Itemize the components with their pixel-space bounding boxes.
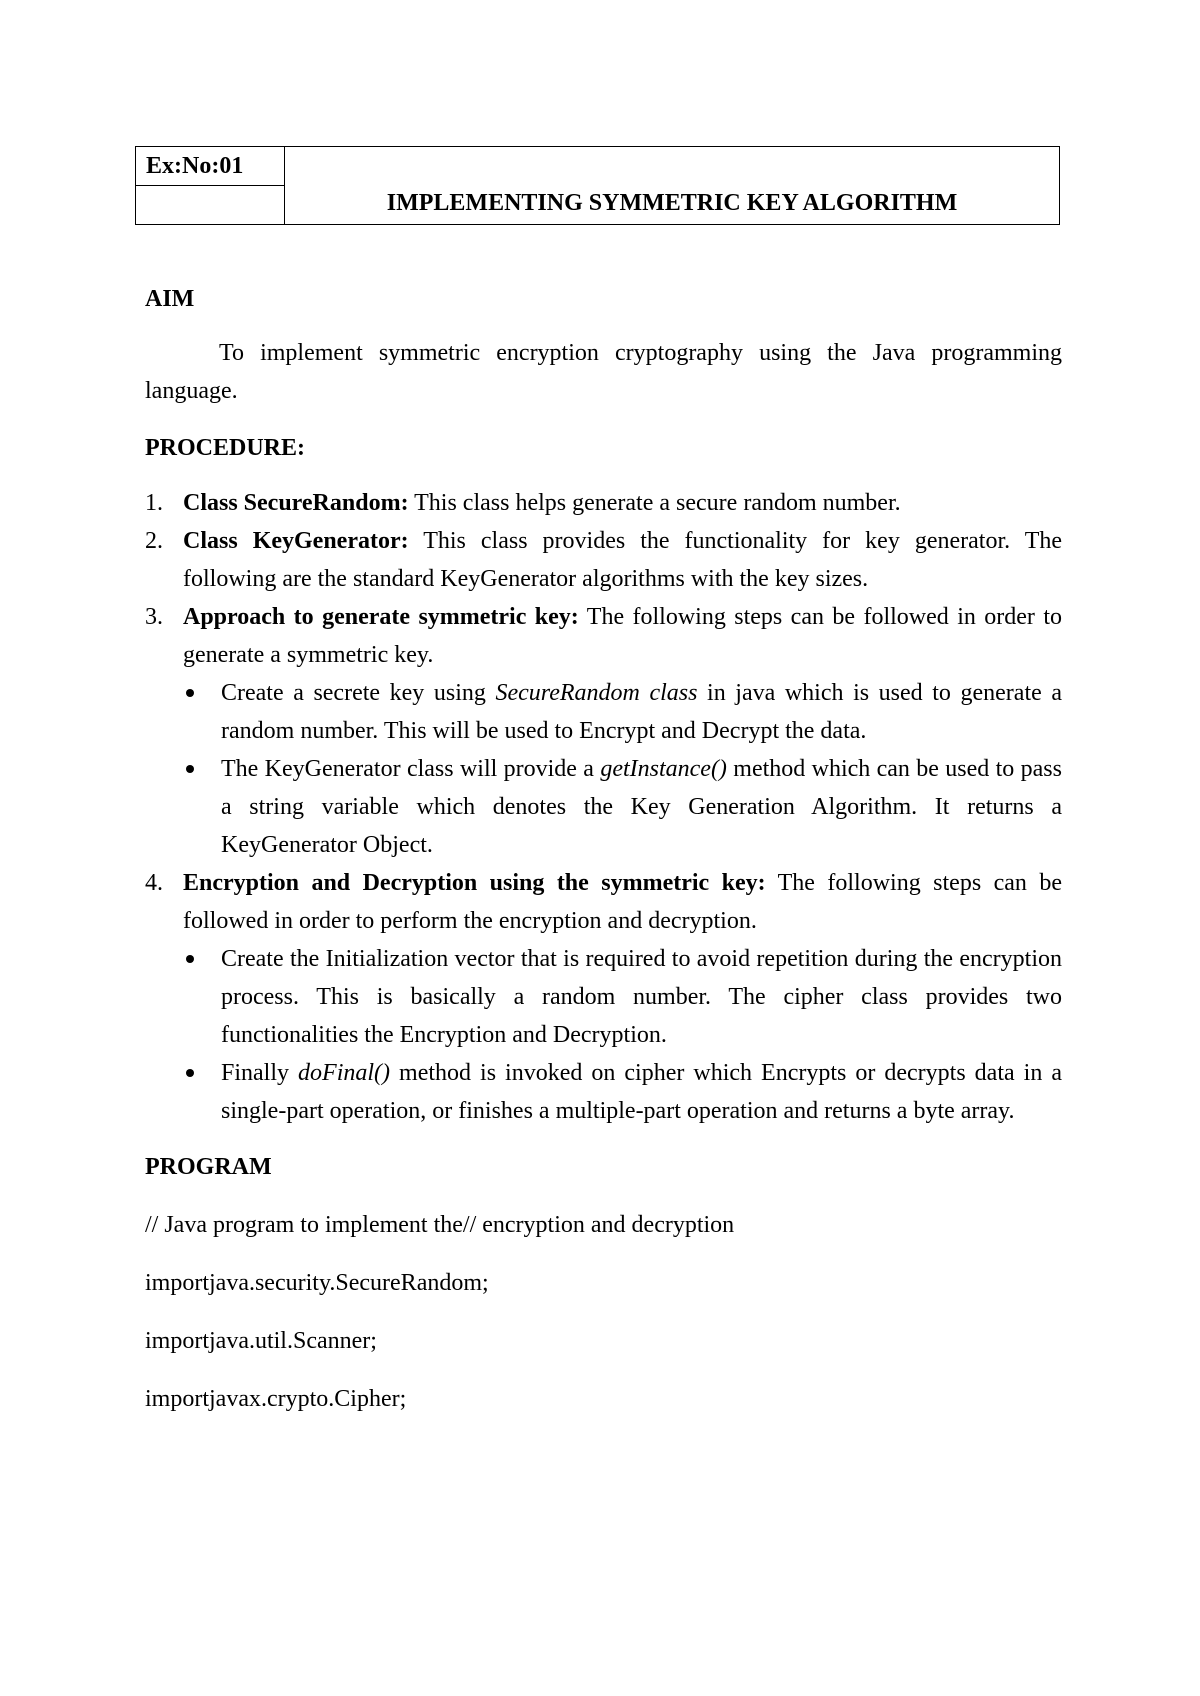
procedure-item-3 xyxy=(145,598,1062,864)
program-line: // Java program to implement the// encryption and decryption xyxy=(145,1212,735,1238)
item-number: 4. xyxy=(145,870,163,896)
exercise-number-blank-cell xyxy=(136,186,285,225)
bullet-text: method which can be used to pass a string variable which denotes the Key Generation Algorithm. It returns a KeyGenerator Object. xyxy=(221,756,1062,858)
bullet-icon xyxy=(186,955,194,963)
procedure-heading: PROCEDURE: xyxy=(145,435,305,461)
exercise-number: Ex:No:01 xyxy=(136,147,285,186)
sub-bullet-list xyxy=(183,940,1062,1130)
item-text: The following steps can be followed in order to perform the encryption and decryption. xyxy=(183,870,1063,934)
item-number: 1. xyxy=(145,490,163,516)
bullet-icon xyxy=(186,765,194,773)
aim-heading: AIM xyxy=(145,286,195,312)
document-body xyxy=(145,280,1062,1418)
bullet-text: Create the Initialization vector that is required to avoid repetition during the encryption process. This is basically a random number. The cipher class provides two functionalities the Encryption and Decryption. xyxy=(221,946,1062,1048)
sub-bullet-item xyxy=(183,1054,1062,1130)
bullet-text: Finally xyxy=(221,1060,299,1086)
sub-bullet-list xyxy=(183,674,1062,864)
bullet-icon xyxy=(186,689,194,697)
program-line: importjava.security.SecureRandom; xyxy=(145,1270,489,1296)
item-number: 2. xyxy=(145,528,163,554)
procedure-item-1 xyxy=(145,484,1062,522)
program-heading: PROGRAM xyxy=(145,1154,272,1180)
bullet-italic-text: SecureRandom class xyxy=(495,680,698,706)
procedure-item-2 xyxy=(145,522,1062,598)
item-bold-label: Approach to generate symmetric key: xyxy=(183,604,579,630)
sub-bullet-item xyxy=(183,940,1062,1054)
item-text: The following steps can be followed in order to generate a symmetric key. xyxy=(183,604,1062,668)
aim-text: To implement symmetric encryption cryptography using the Java programming language. xyxy=(145,340,1062,404)
program-line: importjavax.crypto.Cipher; xyxy=(145,1386,407,1412)
bullet-italic-text: getInstance() xyxy=(600,756,727,782)
bullet-text: The KeyGenerator class will provide a xyxy=(221,756,601,782)
bullet-italic-text: doFinal() xyxy=(298,1060,391,1086)
procedure-list xyxy=(145,484,1062,1130)
sub-bullet-item xyxy=(183,674,1062,750)
item-text: This class provides the functionality for key generator. The following are the standard KeyGenerator algorithms with the key sizes. xyxy=(183,528,1063,592)
bullet-text: Create a secrete key using xyxy=(221,680,496,706)
item-bold-label: Encryption and Decryption using the symmetric key: xyxy=(183,870,766,896)
header-table xyxy=(135,146,1060,225)
item-bold-label: Class SecureRandom: xyxy=(183,490,409,516)
item-number: 3. xyxy=(145,604,163,630)
exercise-title: IMPLEMENTING SYMMETRIC KEY ALGORITHM xyxy=(285,147,1060,225)
item-bold-label: Class KeyGenerator: xyxy=(183,528,409,554)
sub-bullet-item xyxy=(183,750,1062,864)
program-line: importjava.util.Scanner; xyxy=(145,1328,377,1354)
bullet-text: method is invoked on cipher which Encrypts or decrypts data in a single-part operation, or finishes a multiple-part operation and returns a byte array. xyxy=(221,1060,1062,1124)
procedure-item-4 xyxy=(145,864,1062,1130)
item-text: This class helps generate a secure random number. xyxy=(408,490,901,516)
bullet-icon xyxy=(186,1069,194,1077)
bullet-text: in java which is used to generate a random number. This will be used to Encrypt and Decrypt the data. xyxy=(221,680,1062,744)
